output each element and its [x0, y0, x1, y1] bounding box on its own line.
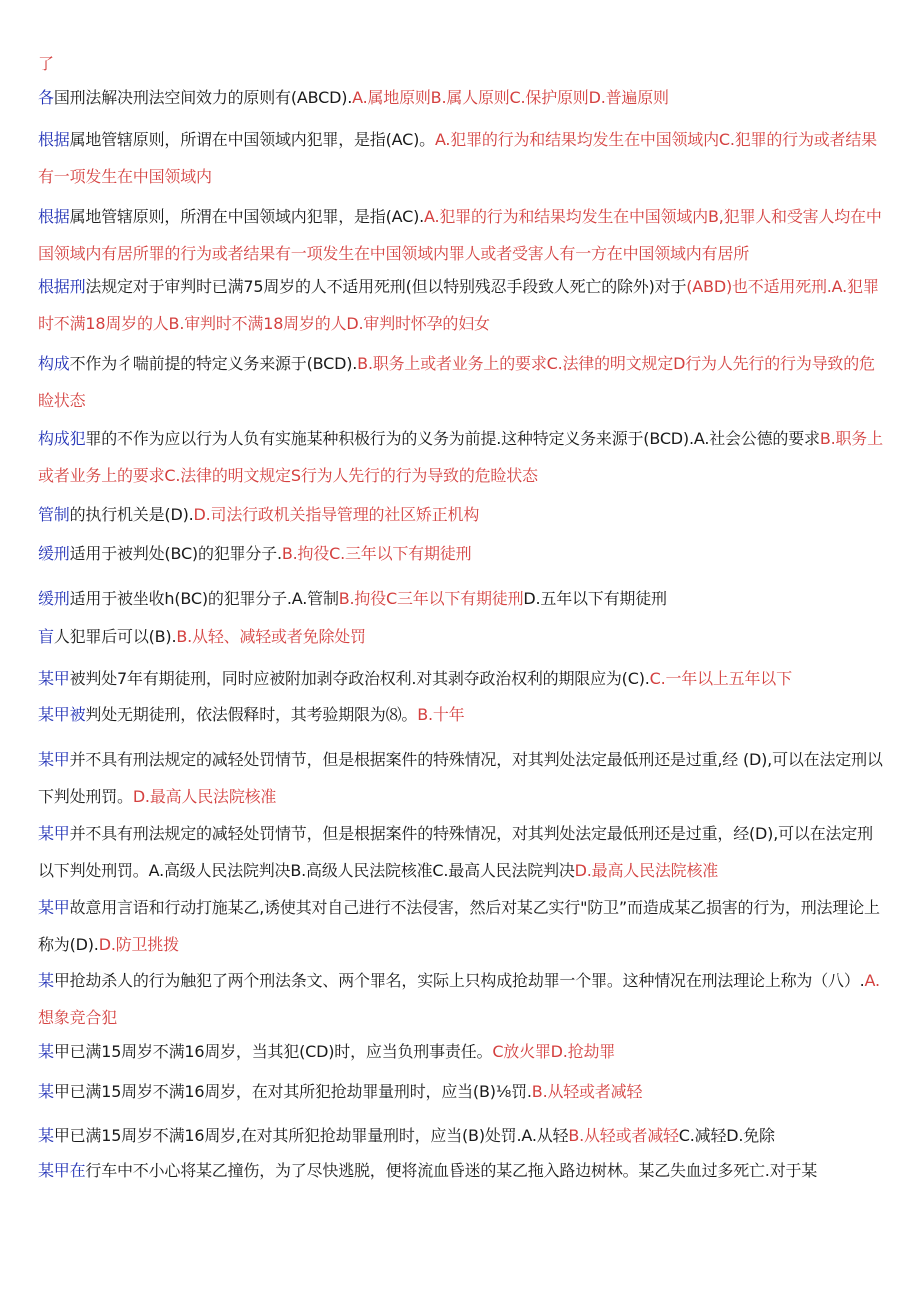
entry-question: 甲已满15周岁不满16周岁，当其犯(CD)时，应当负刑事责任。: [53, 1042, 493, 1061]
entry-line: [38, 660, 884, 697]
entry-question: 甲抢劫杀人的行为触犯了两个刑法条文、两个罪名，实际上只构成抢劫罪一个罪。这种情况在刑法理论上称为（八）.: [53, 971, 865, 990]
entry-answer: B.职务上或者业务上的要求C.法律的明文规定D行为人先行的行为导致的危睑状态: [38, 354, 875, 410]
entry-line: [38, 1073, 884, 1110]
entry-line: [38, 79, 884, 116]
entry-answer: 了: [38, 54, 54, 73]
entry-lead: 某甲: [38, 750, 70, 769]
entry-lead: 某甲被: [38, 705, 86, 724]
entry-answer: D.最高人民法院核准: [574, 861, 719, 880]
entry-answer: A.犯罪的行为和结果均发生在中国领域内C.犯罪的行为或者结果有一项发生在中国领域内: [38, 130, 877, 186]
entry-line: [38, 45, 884, 82]
entry-lead: 某: [38, 1126, 54, 1145]
entry-answer: B.从轻或者减轻: [568, 1126, 679, 1145]
entry-line: [38, 268, 884, 342]
entry-line: [38, 962, 884, 1036]
entry-lead: 构成犯: [38, 429, 86, 448]
entry-lead: 缓刑: [38, 589, 70, 608]
entry-lead: 缓刑: [38, 544, 70, 563]
entry-question: 适用于被判处(BC)的犯罪分子.: [69, 544, 282, 563]
entry-question: 属地管辖原则，所谓在中国领域内犯罪，是指(AC)。: [69, 130, 435, 149]
entry-question-tail: C.减轻D.免除: [678, 1126, 775, 1145]
entry-question: 甲已满15周岁不满16周岁，在对其所犯抢劫罪量刑时，应当(B)⅛罚.: [53, 1082, 532, 1101]
entry-question: 行车中不小心将某乙撞伤，为了尽快逃脱，便将流血昏迷的某乙拖入路边树林。某乙失血过多死亡.对于某: [85, 1161, 818, 1180]
entry-question: 故意用言语和行动打施某乙,诱使其对自己进行不法侵害，然后对某乙实行"防卫”而造成某乙损害的行为，刑法理论上称为(D).: [38, 898, 880, 954]
entry-line: [38, 580, 884, 617]
entry-line: [38, 496, 884, 533]
entry-answer: A.犯罪的行为和结果均发生在中国领域内B,犯罪人和受害人均在中国领域内有居所罪的行为或者结果有一项发生在中国领域内罪人或者受害人有一方在中国领域内有居所: [38, 207, 882, 263]
entry-answer: (ABD)也不适用死刑.A.犯罪时不满18周岁的人B.审判时不满18周岁的人D.审判时怀孕的妇女: [38, 277, 879, 333]
entry-lead: 某甲: [38, 824, 70, 843]
entry-question: 并不具有刑法规定的减轻处罚情节，但是根据案件的特殊情况，对其判处法定最低刑还是过重，经(D),可以在法定刑以下判处刑罚。A.高级人民法院判决B.高级人民法院核准C.最高人民法院判决: [38, 824, 873, 880]
entry-question: 并不具有刑法规定的减轻处罚情节，但是根据案件的特殊情况，对其判处法定最低刑还是过重,经 (D),可以在法定刑以下判处刑罚。: [38, 750, 883, 806]
entry-lead: 某甲在: [38, 1161, 86, 1180]
entry-line: [38, 121, 884, 195]
entry-answer: B.十年: [417, 705, 465, 724]
entry-lead: 某: [38, 1042, 54, 1061]
entry-question-tail: D.五年以下有期徒刑: [523, 589, 667, 608]
entry-line: [38, 198, 884, 272]
entry-answer: D.司法行政机关指导管理的社区矫正机构: [193, 505, 480, 524]
entry-question: 判处无期徒刑，依法假释时，其考验期限为⑻。: [85, 705, 418, 724]
entry-lead: 盲: [38, 627, 54, 646]
entry-question: 被判处7年有期徒刑，同时应被附加剥夺政治权利.对其剥夺政治权利的期限应为(C).: [69, 669, 650, 688]
entry-answer: B.从轻、减轻或者免除处罚: [176, 627, 366, 646]
entry-answer: A.属地原则B.属人原则C.保护原则D.普遍原则: [352, 88, 669, 107]
entry-question: 的执行机关是(D).: [69, 505, 194, 524]
entry-answer: B.职务上或者业务上的要求C.法律的明文规定S行为人先行的行为导致的危睑状态: [38, 429, 883, 485]
entry-line: [38, 1033, 884, 1070]
entry-question: 适用于被坐收h(BC)的犯罪分子.A.管制: [69, 589, 339, 608]
entry-question: 不作为彳喘前提的特定义务来源于(BCD).: [69, 354, 358, 373]
entry-question: 国刑法解决刑法空间效力的原则有(ABCD).: [53, 88, 353, 107]
entry-answer: B.拘役C三年以下有期徒刑: [338, 589, 524, 608]
entry-answer: D.最高人民法院核准: [132, 787, 277, 806]
entry-lead: 某: [38, 1082, 54, 1101]
entry-line: [38, 345, 884, 419]
entry-question: 罪的不作为应以行为人负有实施某种积极行为的义务为前提.这种特定义务来源于(BCD).A.社会公德的要求: [85, 429, 820, 448]
entry-lead: 某甲: [38, 898, 70, 917]
entry-lead: 某甲: [38, 669, 70, 688]
entry-line: [38, 618, 884, 655]
entry-line: [38, 1152, 884, 1189]
entry-line: [38, 535, 884, 572]
entry-lead: 构成: [38, 354, 70, 373]
entry-line: [38, 1117, 884, 1154]
entry-lead: 根据: [38, 207, 70, 226]
entry-question: 法规定对于审判时已满75周岁的人不适用死刑(但以特别残忍手段致人死亡的除外)对于: [85, 277, 687, 296]
entry-answer: B.拘役C.三年以下有期徒刑: [281, 544, 472, 563]
entry-lead: 根据: [38, 130, 70, 149]
entry-answer: C.一年以上五年以下: [649, 669, 792, 688]
entry-answer: A.想象竞合犯: [38, 971, 880, 1027]
entry-line: [38, 420, 884, 494]
entry-line: [38, 815, 884, 889]
entry-lead: 某: [38, 971, 54, 990]
entry-line: [38, 741, 884, 815]
entry-question: 人犯罪后可以(B).: [53, 627, 177, 646]
entry-line: [38, 696, 884, 733]
entry-lead: 根据刑: [38, 277, 86, 296]
entry-answer: C放火罪D.抢劫罪: [492, 1042, 616, 1061]
entry-answer: D.防卫挑拨: [98, 935, 179, 954]
entry-lead: 各: [38, 88, 54, 107]
entry-question: 属地管辖原则，所渭在中国领域内犯罪，是指(AC).: [69, 207, 425, 226]
entry-answer: B.从轻或者减轻: [531, 1082, 643, 1101]
entry-line: [38, 889, 884, 963]
entry-lead: 管制: [38, 505, 70, 524]
entry-question: 甲已满15周岁不满16周岁,在对其所犯抢劫罪量刑时，应当(B)处罚.A.从轻: [53, 1126, 569, 1145]
